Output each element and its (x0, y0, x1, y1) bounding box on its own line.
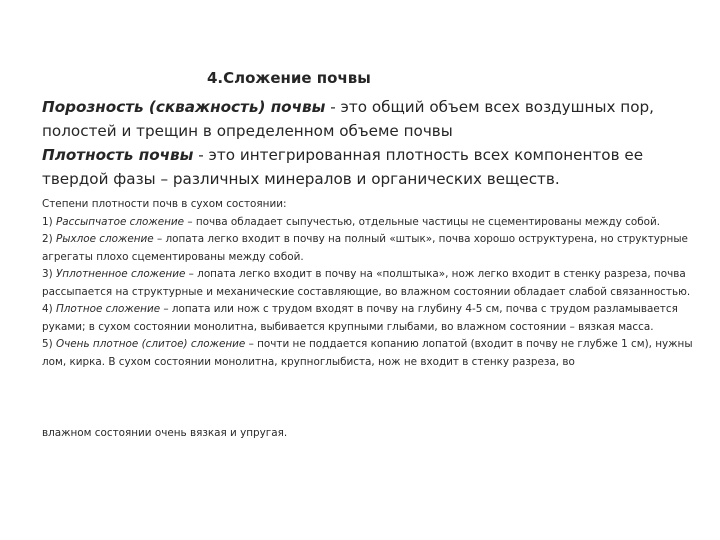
degree-item (42, 336, 702, 371)
definition-density (42, 143, 682, 191)
slide-title: 4.Сложение почвы (207, 69, 371, 87)
degree-text: – лопата легко входит в почву на «полштыка», нож легко входит в стенку разреза, почва рассыпается на структурные и механические составляющие, во влажном состоянии обладает слабой связанностью. (42, 268, 691, 298)
degree-name: Уплотненное сложение (55, 268, 186, 280)
definition-separator: - (193, 146, 209, 164)
degree-continuation: влажном состоянии очень вязкая и упругая. (42, 427, 288, 439)
degree-number: 1) (42, 215, 56, 228)
degree-item (42, 214, 702, 232)
definition-porosity (42, 95, 682, 143)
degree-number: 5) (42, 338, 56, 350)
definition-term: Порозность (скважность) почвы (42, 98, 326, 116)
degree-item (42, 266, 702, 301)
degree-item (42, 231, 702, 266)
degree-name: Рассыпчатое сложение (55, 215, 185, 228)
degrees-intro: Степени плотности почв в сухом состоянии: (42, 198, 287, 210)
degree-item (42, 301, 702, 336)
degree-number: 4) (42, 303, 56, 315)
degree-text: – почва обладает сыпучестью, отдельные частицы не сцементированы между собой. (184, 215, 661, 228)
definition-text: это общий объем всех воздушных пор, полостей и трещин в определенном объеме почвы (42, 98, 654, 140)
degree-name: Рыхлое сложение (55, 233, 154, 245)
degree-name: Очень плотное (слитое) сложение (55, 338, 246, 350)
definition-text: это интегрированная плотность всех компонентов ее твердой фазы – различных минералов и органических веществ. (42, 146, 644, 188)
degree-text: – лопата легко входит в почву на полный «штык», почва хорошо оструктурена, но структурные агрегаты плохо сцементированы между собой. (42, 233, 688, 263)
definition-separator: - (325, 98, 341, 116)
degree-text: – почти не поддается копанию лопатой (входит в почву не глубже 1 см), нужны лом, кирка. В сухом состоянии монолитна, крупноглыбиста, нож не входит в стенку разреза, во (42, 338, 693, 368)
degree-number: 2) (42, 233, 56, 245)
degree-name: Плотное сложение (55, 303, 161, 315)
degree-text: – лопата или нож с трудом входят в почву на глубину 4-5 см, почва с трудом разламывается руками; в сухом состоянии монолитна, выбивается крупными глыбами, во влажном состоянии – вязкая масса. (42, 303, 678, 333)
definition-term: Плотность почвы (42, 146, 194, 164)
degree-number: 3) (42, 268, 56, 280)
density-degrees (42, 196, 702, 371)
